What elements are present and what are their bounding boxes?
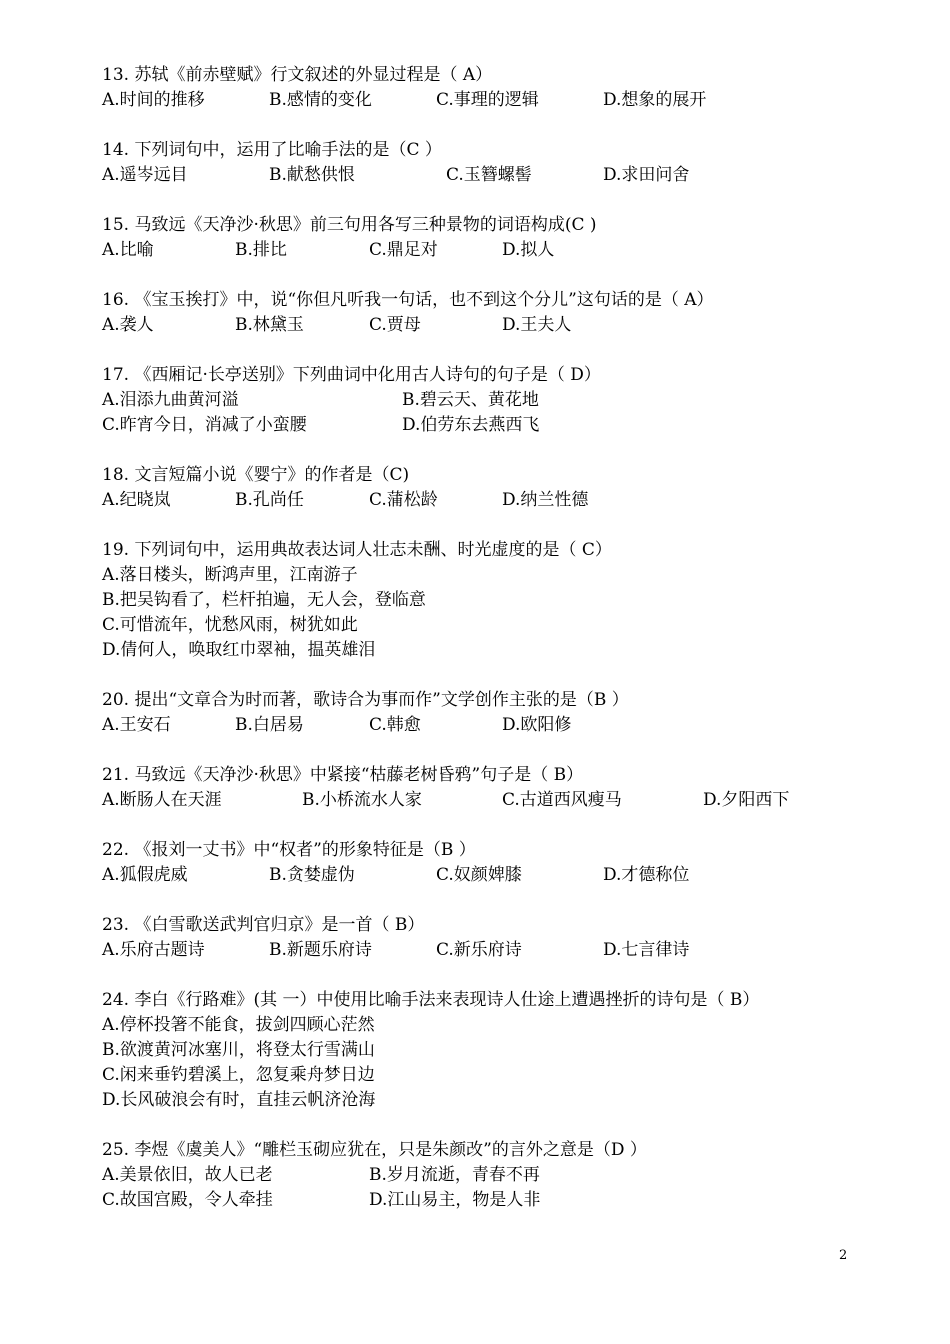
question-14 — [102, 138, 862, 188]
option-a: A.断肠人在天涯 — [102, 790, 222, 810]
question-24 — [102, 988, 862, 1113]
option-row — [102, 238, 862, 263]
option-b: B.贪婪虚伪 — [269, 865, 355, 885]
question-stem: 22. 《报刘一丈书》中“权者”的形象特征是（B ） — [102, 840, 476, 860]
option-row — [102, 163, 862, 188]
option-a: A.时间的推移 — [102, 90, 205, 110]
option-row — [102, 488, 862, 513]
question-15 — [102, 213, 862, 263]
option-c: C.鼎足对 — [369, 240, 438, 260]
question-stem: 16. 《宝玉挨打》中，说“你但凡听我一句话，也不到这个分儿”这句话的是（ A） — [102, 290, 714, 310]
option-d: D.伯劳东去燕西飞 — [402, 415, 540, 435]
option-row — [102, 938, 862, 963]
option-b: B.感情的变化 — [269, 90, 372, 110]
option-c: C.古道西风瘦马 — [502, 790, 622, 810]
option-a: A.狐假虎威 — [102, 865, 188, 885]
option-row — [102, 313, 862, 338]
option-c: C.新乐府诗 — [436, 940, 522, 960]
option-a: A.乐府古题诗 — [102, 940, 205, 960]
question-stem: 20. 提出“文章合为时而著，歌诗合为事而作”文学创作主张的是（B ） — [102, 690, 629, 710]
option-a: A.遥岑远目 — [102, 165, 188, 185]
option-row — [102, 863, 862, 888]
option-b: B.献愁供恨 — [269, 165, 355, 185]
question-16 — [102, 288, 862, 338]
option-b: B.林黛玉 — [235, 315, 304, 335]
option-b: B.把吴钩看了，栏杆拍遍，无人会，登临意 — [102, 590, 426, 610]
question-stem: 21. 马致远《天净沙·秋思》中紧接“枯藤老树昏鸦”句子是（ B） — [102, 765, 584, 785]
option-b: B.欲渡黄河冰塞川，将登太行雪满山 — [102, 1040, 375, 1060]
question-18 — [102, 463, 862, 513]
option-c: C.奴颜婢膝 — [436, 865, 522, 885]
question-stem: 24. 李白《行路难》(其 一）中使用比喻手法来表现诗人仕途上遭遇挫折的诗句是（ B） — [102, 990, 760, 1010]
question-25 — [102, 1138, 862, 1213]
option-a: A.王安石 — [102, 715, 171, 735]
option-b: B.白居易 — [235, 715, 304, 735]
question-stem: 17. 《西厢记·长亭送别》下列曲词中化用古人诗句的句子是（ D） — [102, 365, 601, 385]
option-row — [102, 788, 862, 813]
option-d: D.才德称位 — [603, 865, 690, 885]
question-list — [102, 63, 862, 1238]
option-d: D.七言律诗 — [603, 940, 690, 960]
question-19 — [102, 538, 862, 663]
option-d: D.江山易主，物是人非 — [369, 1190, 541, 1210]
option-b: B.碧云天、黄花地 — [402, 390, 539, 410]
option-row — [102, 388, 862, 413]
option-a: A.美景依旧，故人已老 — [102, 1165, 273, 1185]
option-b: B.排比 — [235, 240, 287, 260]
question-22 — [102, 838, 862, 888]
question-21 — [102, 763, 862, 813]
option-b: B.孔尚任 — [235, 490, 304, 510]
option-d: D.纳兰性德 — [502, 490, 589, 510]
option-a: A.泪添九曲黄河溢 — [102, 390, 239, 410]
option-d: D.长风破浪会有时，直挂云帆济沧海 — [102, 1090, 376, 1110]
option-a: A.停杯投箸不能食，拔剑四顾心茫然 — [102, 1015, 375, 1035]
question-13 — [102, 63, 862, 113]
question-stem: 25. 李煜《虞美人》“雕栏玉砌应犹在，只是朱颜改”的言外之意是（D ） — [102, 1140, 647, 1160]
question-23 — [102, 913, 862, 963]
option-c: C.故国宫殿，令人牵挂 — [102, 1190, 273, 1210]
question-17 — [102, 363, 862, 438]
option-c: C.昨宵今日，消减了小蛮腰 — [102, 415, 307, 435]
option-d: D.拟人 — [502, 240, 555, 260]
option-d: D.欧阳修 — [502, 715, 572, 735]
option-row — [102, 1163, 862, 1188]
option-a: A.比喻 — [102, 240, 154, 260]
option-c: C.玉簪螺髻 — [446, 165, 532, 185]
option-row — [102, 713, 862, 738]
option-row — [102, 413, 862, 438]
option-a: A.袭人 — [102, 315, 154, 335]
option-c: C.可惜流年，忧愁风雨，树犹如此 — [102, 615, 358, 635]
question-stem: 18. 文言短篇小说《婴宁》的作者是（C) — [102, 465, 410, 485]
page-number: 2 — [839, 1248, 848, 1263]
option-d: D.王夫人 — [502, 315, 572, 335]
option-c: C.韩愈 — [369, 715, 421, 735]
option-c: C.贾母 — [369, 315, 421, 335]
question-stem: 13. 苏轼《前赤壁赋》行文叙述的外显过程是（ A） — [102, 65, 493, 85]
question-stem: 23. 《白雪歌送武判官归京》是一首（ B） — [102, 915, 425, 935]
question-20 — [102, 688, 862, 738]
option-b: B.新题乐府诗 — [269, 940, 372, 960]
option-c: C.事理的逻辑 — [436, 90, 539, 110]
option-c: C.蒲松龄 — [369, 490, 438, 510]
question-stem: 15. 马致远《天净沙·秋思》前三句用各写三种景物的词语构成(C ) — [102, 215, 597, 235]
option-row — [102, 1188, 862, 1213]
option-a: A.落日楼头，断鸿声里，江南游子 — [102, 565, 358, 585]
option-d: D.夕阳西下 — [703, 790, 790, 810]
question-stem: 14. 下列词句中，运用了比喻手法的是（C ） — [102, 140, 442, 160]
option-c: C.闲来垂钓碧溪上，忽复乘舟梦日边 — [102, 1065, 375, 1085]
option-d: D.求田问舍 — [603, 165, 690, 185]
option-row — [102, 88, 862, 113]
option-d: D.想象的展开 — [603, 90, 707, 110]
option-b: B.岁月流逝，青春不再 — [369, 1165, 540, 1185]
option-a: A.纪晓岚 — [102, 490, 171, 510]
question-stem: 19. 下列词句中，运用典故表达词人壮志未酬、时光虚度的是（ C） — [102, 540, 612, 560]
option-b: B.小桥流水人家 — [302, 790, 422, 810]
option-d: D.倩何人，唤取红巾翠袖，揾英雄泪 — [102, 640, 376, 660]
